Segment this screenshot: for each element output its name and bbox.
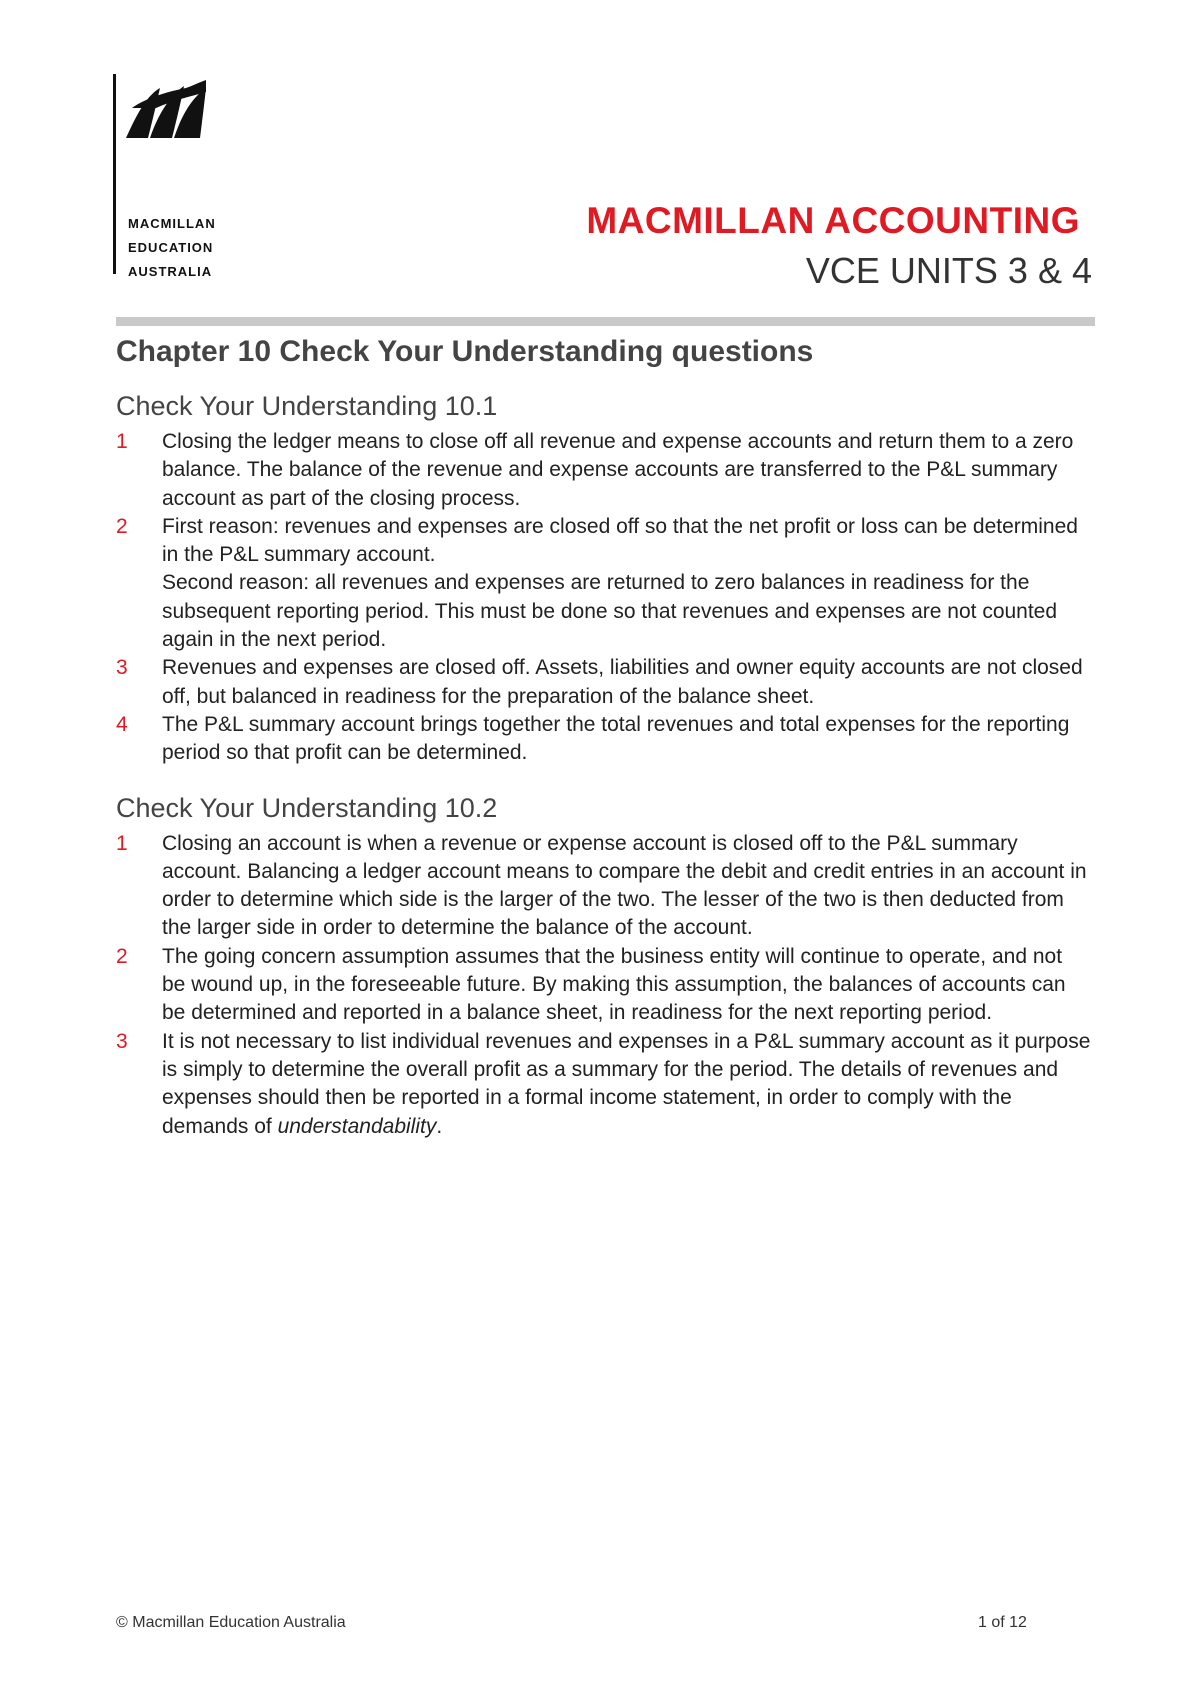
brand-subtitle: VCE UNITS 3 & 4 — [805, 250, 1092, 291]
item-text: Closing the ledger means to close off all revenue and expense accounts and return them to a zero balance. The balance of the revenue and expense accounts are transferred to the P&L summary account as part of the closing process. — [162, 430, 1074, 510]
list-item — [116, 943, 1091, 1028]
header-divider — [116, 317, 1095, 326]
item-number: 2 — [116, 514, 128, 538]
item-number: 4 — [116, 712, 128, 736]
item-number: 1 — [116, 831, 128, 855]
document-body — [116, 326, 1091, 1141]
section-title: Check Your Understanding 10.1 — [116, 391, 498, 421]
list-item — [116, 428, 1091, 513]
item-text: The going concern assumption assumes that the business entity will continue to operate, and not be wound up, in the foreseeable future. By making this assumption, the balances of accounts can be determined and reported in a balance sheet, in readiness for the next reporting period. — [162, 944, 1066, 1025]
logo-divider — [113, 74, 116, 274]
page-title: Chapter 10 Check Your Understanding questions — [116, 335, 814, 368]
list-item — [116, 830, 1091, 943]
item-text-main: It is not necessary to list individual revenues and expenses in a P&L summary account as it purpose is simply to determine the overall profit as a summary for the period. The details of revenues and expenses should then be reported in a formal income statement, in order to comply with the demands of — [162, 1029, 1091, 1138]
answer-list — [116, 830, 1091, 1141]
macmillan-logo-icon — [126, 78, 208, 144]
item-text: Revenues and expenses are closed off. Assets, liabilities and owner equity accounts are not closed off, but balanced in readiness for the preparation of the balance sheet. — [162, 656, 1083, 708]
logo-line: MACMILLAN — [128, 216, 216, 231]
section-10-2 — [116, 788, 1091, 1141]
item-text — [162, 1028, 1091, 1141]
item-number: 3 — [116, 656, 128, 680]
list-item — [116, 513, 1091, 654]
page-number: 1 of 12 — [978, 1614, 1027, 1631]
brand-title: MACMILLAN ACCOUNTING — [586, 200, 1080, 241]
logo-line: AUSTRALIA — [128, 264, 213, 279]
list-item — [116, 711, 1091, 768]
logo-line: EDUCATION — [128, 240, 214, 255]
section-10-1 — [116, 386, 1091, 768]
item-number: 3 — [116, 1029, 128, 1053]
item-number: 1 — [116, 430, 128, 453]
publisher-wordmark — [128, 212, 216, 284]
section-title: Check Your Understanding 10.2 — [116, 792, 498, 823]
list-item — [116, 654, 1091, 711]
footer-copyright: © Macmillan Education Australia — [116, 1614, 346, 1631]
list-item — [116, 1028, 1091, 1141]
answer-list — [116, 428, 1091, 768]
item-text: Second reason: all revenues and expenses are returned to zero balances in readiness for the subsequent reporting period. This must be done so that revenues and expenses are not counted again in the next period. — [162, 571, 1058, 652]
emphasized-term: understandability — [277, 1114, 437, 1138]
item-text: Closing an account is when a revenue or expense account is closed off to the P&L summary account. Balancing a ledger account means to compare the debit and credit entries in an account in order to determine which side is the larger of the two. The lesser of the two is then deducted from the larger side in order to determine the balance of the account. — [162, 831, 1087, 940]
item-text: The P&L summary account brings together the total revenues and total expenses for the reporting period so that profit can be determined. — [162, 712, 1070, 765]
item-number: 2 — [116, 944, 128, 968]
item-text: First reason: revenues and expenses are closed off so that the net profit or loss can be determined in the P&L summary account. — [162, 514, 1078, 567]
item-text-tail: . — [436, 1114, 443, 1138]
